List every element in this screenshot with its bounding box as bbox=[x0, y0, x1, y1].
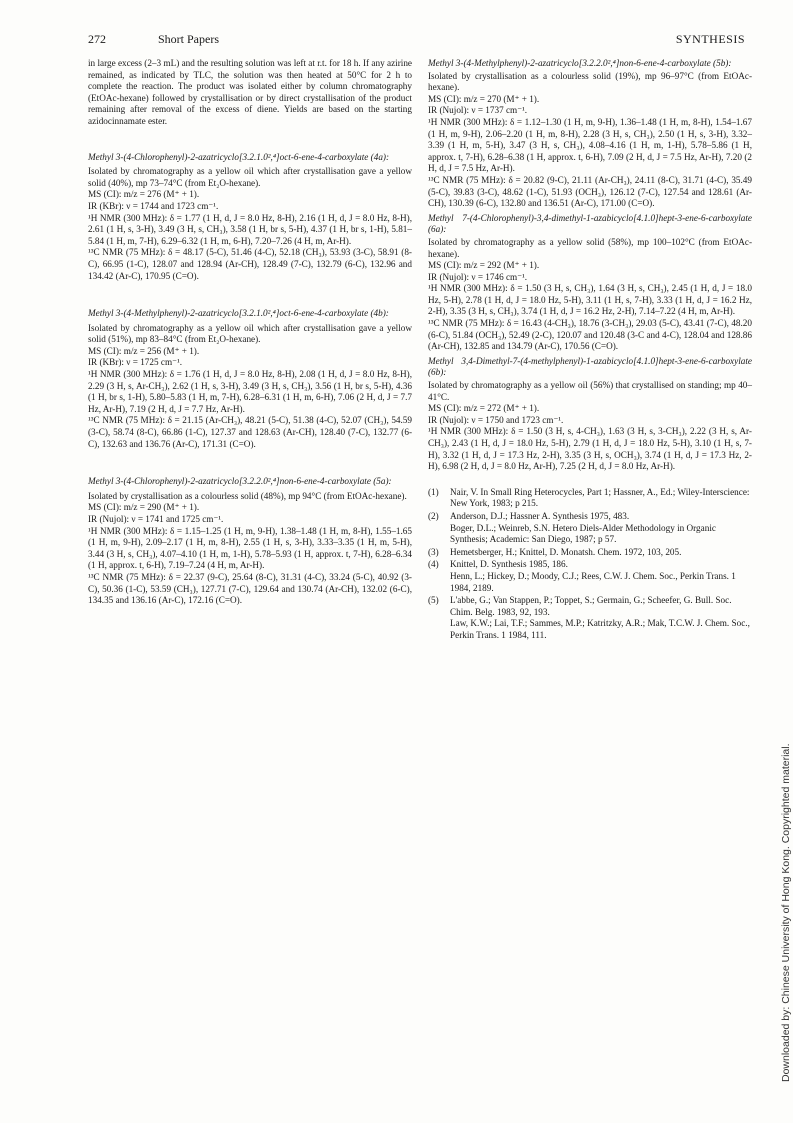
section-title: Short Papers bbox=[158, 32, 219, 46]
h-nmr-text: ¹H NMR (300 MHz): δ = 1.15–1.25 (1 H, m, 9-H), 1.38–1.48 (1 H, m, 8-H), 1.55–1.65 (1 H, m, 9-H), 2.09–2.17 (1 H, m, 8-H), 2.55 (1 H, s, 3-H), 3.33–3.35 (1 H, m, 5-H), 3.44 (3 H, s, CH₃), 4.07–4.10 (1 H, m, 1-H), 5.78–5.93 (1 H, approx. t, 7-H), 6.28–6.34 (1 H, approx. t, 6-H), 7.19–7.24 (4 H, m, Ar-H). bbox=[88, 525, 412, 571]
h-nmr-text: ¹H NMR (300 MHz): δ = 1.50 (3 H, s, CH₃), 1.64 (3 H, s, CH₃), 2.45 (1 H, d, J = 18.0 Hz, 5-H), 2.78 (1 H, d, J = 18.0 Hz, 5-H), 3.11 (1 H, s, 7-H), 3.33 (1 H, d, J = 16.2 Hz, 2-H), 3.35 (3 H, s, CH₃), 3.74 (1 H, d, J = 16.2 Hz, 2-H), 7.14–7.22 (4 H, m, Ar-H). bbox=[428, 283, 752, 317]
reference-text: Hemetsberger, H.; Knittel, D. Monatsh. Chem. 1972, 103, 205. bbox=[450, 546, 682, 557]
reference-3 bbox=[428, 547, 752, 559]
reference-4 bbox=[428, 559, 752, 594]
reference-1 bbox=[428, 487, 752, 510]
reference-text: Nair, V. In Small Ring Heterocycles, Part 1; Hassner, A., Ed.; Wiley-Interscience: New York, 1983; p 215. bbox=[450, 486, 750, 509]
isolation-text: Isolated by chromatography as a yellow oil which after crystallisation gave a yellow solid (51%), mp 83–84°C (from Et₂O-hexane). bbox=[88, 322, 412, 345]
c-nmr-text: ¹³C NMR (75 MHz): δ = 22.37 (9-C), 25.64 (8-C), 31.31 (4-C), 33.24 (5-C), 40.92 (3-C), 50.36 (1-C), 53.59 (CH₃), 127.71 (7-C), 129.64 and 130.74 (Ar-CH), 132.02 (6-C), 134.35 and 136.16 (Ar-C), 172.16 (C=O). bbox=[88, 571, 412, 606]
reference-text: Anderson, D.J.; Hassner A. Synthesis 1975, 483. bbox=[450, 510, 630, 521]
page-number: 272 bbox=[88, 32, 106, 46]
isolation-text: Isolated by chromatography as a yellow solid (58%), mp 100–102°C (from EtOAc-hexane). bbox=[428, 236, 752, 259]
reference-number: (1) bbox=[428, 486, 439, 497]
ir-text: IR (Nujol): ν = 1750 and 1723 cm⁻¹. bbox=[428, 414, 564, 425]
ms-text: MS (CI): m/z = 270 (M⁺ + 1). bbox=[428, 93, 540, 104]
c-nmr-text: ¹³C NMR (75 MHz): δ = 20.82 (9-C), 21.11 (Ar-CH₃), 24.11 (8-C), 31.71 (4-C), 35.49 (5-C), 39.83 (3-C), 48.62 (1-C), 51.93 (OCH₃), 126.12 (7-C), 127.54 and 128.61 (Ar-CH), 130.39 (6-C), 132.80 and 136.51 (Ar-C), 171.00 (C=O). bbox=[428, 174, 752, 209]
right-column bbox=[428, 58, 752, 643]
c-nmr-text: ¹³C NMR (75 MHz): δ = 48.17 (5-C), 51.46 (4-C), 52.18 (CH₃), 53.93 (3-C), 58.91 (8-C), 66.95 (1-C), 128.07 and 128.94 (Ar-CH), 128.49 (7-C), 132.79 (6-C), 132.96 and 134.42 (Ar-C), 170.95 (C=O). bbox=[88, 247, 412, 281]
c-nmr-text: ¹³C NMR (75 MHz): δ = 21.15 (Ar-CH₃), 48.21 (5-C), 51.38 (4-C), 52.07 (CH₃), 54.59 (3-C), 58.74 (8-C), 66.86 (1-C), 127.37 and 128.63 (Ar-CH), 128.40 (7-C), 132.77 (6-C), 132.63 and 136.76 (Ar-C), 171.31 (C=O). bbox=[88, 415, 412, 449]
isolation-text: Isolated by chromatography as a yellow oil (56%) that crystallised on standing; mp 40–41°C. bbox=[428, 380, 752, 402]
h-nmr-text: ¹H NMR (300 MHz): δ = 1.50 (3 H, s, 4-CH₃), 1.63 (3 H, s, 3-CH₃), 2.22 (3 H, s, Ar-CH₃), 2.43 (1 H, d, J = 18.0 Hz, 5-H), 2.79 (1 H, d, J = 18.0 Hz, 5-H), 3.10 (1 H, s, 7-H), 3.32 (1 H, d, J = 17.3 Hz, 2-H), 3.35 (3 H, s, OCH₃), 3.74 (1 H, d, J = 17.3 Hz, 2-H), 6.98 (2 H, d, J = 8.0 Hz, Ar-H), 7.25 (2 H, d, J = 8.0 Hz, Ar-H). bbox=[428, 426, 752, 472]
compound-title: Methyl 3-(4-Methylphenyl)-2-azatricyclo[3.2.1.0²,⁴]oct-6-ene-4-carboxylate (4b): bbox=[88, 308, 389, 319]
page-header bbox=[88, 32, 745, 48]
compound-entry-6a bbox=[428, 213, 752, 353]
reference-number: (5) bbox=[428, 595, 439, 606]
compound-title: Methyl 3-(4-Methylphenyl)-2-azatricyclo[3.2.2.0²,⁴]non-6-ene-4-carboxylate (5b): bbox=[428, 58, 732, 68]
ms-text: MS (CI): m/z = 290 (M⁺ + 1). bbox=[88, 502, 200, 513]
ir-text: IR (KBr): ν = 1725 cm⁻¹. bbox=[88, 357, 183, 368]
h-nmr-text: ¹H NMR (300 MHz): δ = 1.76 (1 H, d, J = 8.0 Hz, 8-H), 2.08 (1 H, d, J = 8.0 Hz, 8-H), 2.29 (3 H, s, Ar-CH₃), 2.62 (1 H, s, 3-H), 3.49 (3 H, s, CH₃), 3.56 (1 H, br s, 5-H), 4.36 (1 H, br s, 1-H), 5.80–5.83 (1 H, m, 7-H), 6.28–6.31 (1 H, m, 6-H), 7.06 (2 H, d, J = 7.7 Hz, Ar-H), 7.19 (2 H, d, J = 7.7 Hz, Ar-H). bbox=[88, 369, 412, 414]
isolation-text: Isolated by crystallisation as a colourless solid (48%), mp 94°C (from EtOAc-hexane). bbox=[88, 490, 407, 501]
ir-text: IR (KBr): ν = 1744 and 1723 cm⁻¹. bbox=[88, 200, 219, 211]
ms-text: MS (CI): m/z = 292 (M⁺ + 1). bbox=[428, 260, 540, 271]
h-nmr-text: ¹H NMR (300 MHz): δ = 1.77 (1 H, d, J = 8.0 Hz, 8-H), 2.16 (1 H, d, J = 8.0 Hz, 8-H), 2.61 (1 H, s, 3-H), 3.49 (3 H, s, CH₃), 3.58 (1 H, br s, 5-H), 4.37 (1 H, br s, 1-H), 5.81–5.84 (1 H, m, 7-H), 6.29–6.32 (1 H, m, 6-H), 7.20–7.26 (4 H, m, Ar-H). bbox=[88, 212, 412, 246]
download-watermark: Downloaded by: Chinese University of Hong Kong. Copyrighted material. bbox=[780, 743, 792, 1082]
compound-entry-4a bbox=[88, 152, 412, 283]
journal-name: SYNTHESIS bbox=[675, 32, 745, 46]
compound-entry-4b bbox=[88, 308, 412, 450]
reference-text: Henn, L.; Hickey, D.; Moody, C.J.; Rees, C.W. J. Chem. Soc., Perkin Trans. 1 1984, 2189. bbox=[450, 570, 736, 593]
ir-text: IR (Nujol): ν = 1741 and 1725 cm⁻¹. bbox=[88, 514, 224, 524]
ms-text: MS (CI): m/z = 272 (M⁺ + 1). bbox=[428, 403, 540, 414]
reference-number: (4) bbox=[428, 559, 439, 570]
ms-text: MS (CI): m/z = 256 (M⁺ + 1). bbox=[88, 345, 200, 356]
compound-title: Methyl 7-(4-Chlorophenyl)-3,4-dimethyl-1-azabicyclo[4.1.0]hept-3-ene-6-carboxylate (6a): bbox=[428, 212, 752, 235]
reference-text: Boger, D.L.; Weinreb, S.N. Hetero Diels-Alder Methodology in Organic Synthesis; Academic: San Diego, 1987; p 57. bbox=[450, 522, 716, 545]
compound-entry-5b bbox=[428, 58, 752, 210]
references-list bbox=[428, 487, 752, 642]
ir-text: IR (Nujol): ν = 1746 cm⁻¹. bbox=[428, 271, 528, 282]
ms-text: MS (CI): m/z = 276 (M⁺ + 1). bbox=[88, 189, 200, 200]
reference-text: Knittel, D. Synthesis 1985, 186. bbox=[450, 559, 568, 570]
left-column bbox=[88, 58, 412, 633]
reference-2 bbox=[428, 511, 752, 546]
reference-text: L'abbe, G.; Van Stappen, P.; Toppet, S.; Germain, G.; Scheefer, G. Bull. Soc. Chim. Belg. 1983, 92, 193. bbox=[450, 595, 732, 617]
h-nmr-text: ¹H NMR (300 MHz): δ = 1.12–1.30 (1 H, m, 9-H), 1.36–1.48 (1 H, m, 8-H), 1.54–1.67 (1 H, m, 9-H), 2.06–2.20 (1 H, m, 8-H), 2.28 (3 H, s, CH₃), 2.50 (1 H, s, 3-H), 3.32–3.39 (1 H, m, 5-H), 3.47 (3 H, s, CH₃), 4.08–4.16 (1 H, m, 1-H), 5.78–5.86 (1 H, approx. t, 7-H), 6.28–6.38 (1 H, approx. t, 6-H), 7.09 (2 H, d, J = 7.5 Hz, Ar-H), 7.20 (2 H, d, J = 7.5 Hz, Ar-H). bbox=[428, 116, 752, 174]
reference-text: Law, K.W.; Lai, T.F.; Sammes, M.P.; Katritzky, A.R.; Mak, T.C.W. J. Chem. Soc., Perkin Trans. 1 1984, 111. bbox=[450, 618, 750, 640]
intro-paragraph: in large excess (2–3 mL) and the resulting solution was left at r.t. for 18 h. If any azirine remained, as indicated by TLC, the solution was then heated at 50°C for 2 h to complete the reaction. The product was isolated either by column chromatography (EtOAc-hexane) followed by crystallisation or by direct crystallisation of the product remaining after removal of the excess of diene. Yields are based on the starting azidocinnamate ester. bbox=[88, 58, 412, 126]
isolation-text: Isolated by crystallisation as a colourless solid (19%), mp 96–97°C (from EtOAc-hexane). bbox=[428, 70, 752, 93]
isolation-text: Isolated by chromatography as a yellow oil which after crystallisation gave a yellow solid (40%), mp 73–74°C (from Et₂O-hexane). bbox=[88, 166, 412, 188]
compound-title: Methyl 3-(4-Chlorophenyl)-2-azatricyclo[3.2.1.0²,⁴]oct-6-ene-4-carboxylate (4a): bbox=[88, 151, 390, 162]
compound-title: Methyl 3,4-Dimethyl-7-(4-methylphenyl)-1-azabicyclo[4.1.0]hept-3-ene-6-carboxylate (6b): bbox=[428, 355, 752, 378]
reference-number: (3) bbox=[428, 546, 439, 557]
c-nmr-text: ¹³C NMR (75 MHz): δ = 16.43 (4-CH₃), 18.76 (3-CH₃), 29.03 (5-C), 43.41 (7-C), 48.20 (6-C), 51.84 (OCH₃), 52.49 (2-C), 120.07 and 120.48 (3-C and 4-C), 128.04 and 128.86 (Ar-CH), 132.85 and 134.79 (Ar-C), 170.56 (C=O). bbox=[428, 318, 752, 352]
compound-entry-6b bbox=[428, 356, 752, 473]
reference-5 bbox=[428, 595, 752, 641]
ir-text: IR (Nujol): ν = 1737 cm⁻¹. bbox=[428, 105, 528, 116]
compound-entry-5a bbox=[88, 476, 412, 607]
compound-title: Methyl 3-(4-Chlorophenyl)-2-azatricyclo[3.2.2.0²,⁴]non-6-ene-4-carboxylate (5a): bbox=[88, 476, 392, 487]
reference-number: (2) bbox=[428, 510, 439, 521]
